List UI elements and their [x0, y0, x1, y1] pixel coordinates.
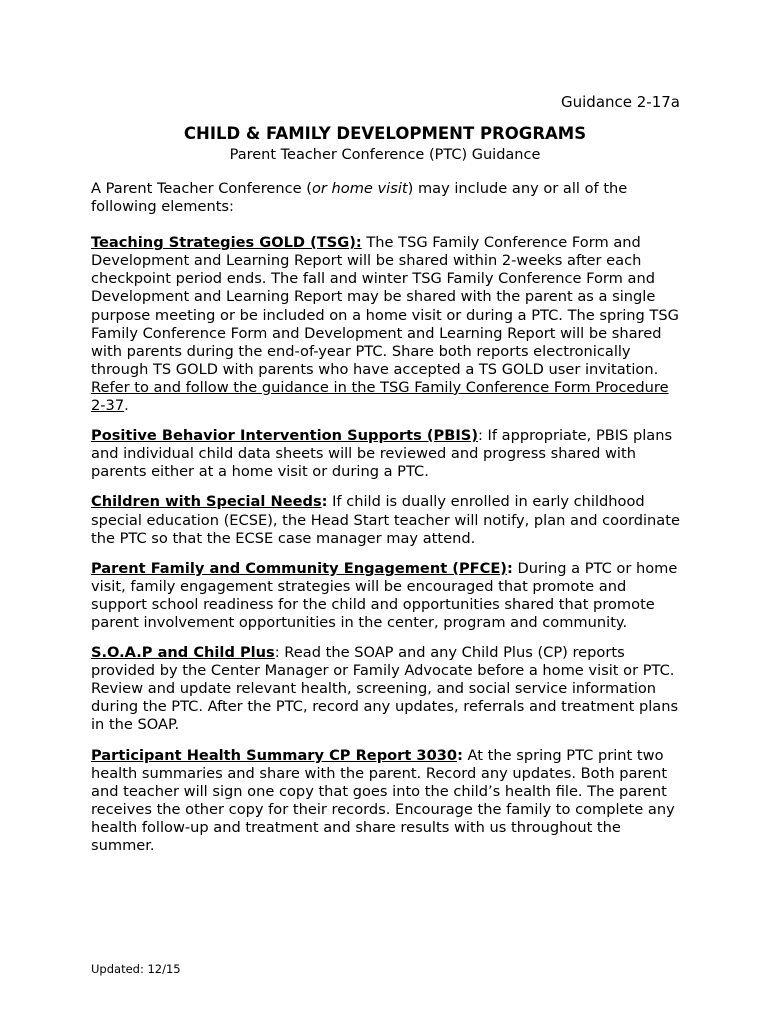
section-pfce-colon: : [506, 559, 513, 577]
section-special-needs-body: If child is dually enrolled in early childhood special education (ECSE), the Head Start teacher will notify, plan and coordinate the PTC so that the ECSE case manager may attend. [91, 493, 680, 547]
intro-text-before: A Parent Teacher Conference ( [91, 180, 312, 197]
section-tsg-body: The TSG Family Conference Form and Development and Learning Report will be shared within 2-weeks after each checkpoint period ends. The fall and winter TSG Family Conference Form and Development and Learning Report may be shared with the parent as a single purpose meeting or be included on a home visit or during a PTC. The spring TSG Family Conference Form and Development and Learning Report will be shared with parents during the end-of-year PTC. Share both reports electronically through TS GOLD with parents who have accepted a TS GOLD user invitation. [91, 234, 679, 378]
updated-date: Updated: 12/15 [91, 962, 181, 976]
intro-italic: or home visit [311, 180, 408, 197]
section-health-summary [91, 747, 681, 856]
intro-text-after: ) may include any or all of the following elements: [91, 180, 628, 216]
section-pfce-title: Parent Family and Community Engagement (PFCE) [91, 559, 507, 577]
section-pfce-body: During a PTC or home visit, family engagement strategies will be encouraged that promote and support school readiness for the child and opportunities shared that promote parent involvement opportunities in the center, program and community. [91, 559, 678, 631]
intro-paragraph [91, 180, 681, 216]
guidance-code: Guidance 2-17a [561, 93, 680, 111]
section-tsg-end: . [124, 397, 129, 415]
tsg-procedure-reference: Refer to and follow the guidance in the TSG Family Conference Form Procedure 2-37 [91, 378, 669, 415]
section-soap-title: S.O.A.P and Child Plus [91, 644, 275, 662]
section-health-summary-colon: : [457, 746, 463, 764]
document-subtitle: Parent Teacher Conference (PTC) Guidance [229, 147, 541, 163]
section-special-needs-title: Children with Special Needs [91, 493, 322, 511]
section-tsg [91, 234, 681, 415]
document-body [91, 180, 681, 867]
section-tsg-title: Teaching Strategies GOLD (TSG): [91, 234, 362, 252]
section-special-needs-colon: : [321, 493, 328, 511]
section-soap [91, 644, 681, 734]
section-pfce [91, 560, 681, 632]
section-health-summary-body: At the spring PTC print two health summaries and share with the parent. Record any updates. Both parent and teacher will sign one copy that goes into the child’s health file. The parent receives the other copy for their records. Encourage the family to complete any health follow-up and treatment and share results with us throughout the summer. [91, 746, 675, 854]
section-soap-body: : Read the SOAP and any Child Plus (CP) reports provided by the Center Manager or Family Advocate before a home visit or PTC. Review and update relevant health, screening, and social service information during the PTC. After the PTC, record any updates, referrals and treatment plans in the SOAP. [91, 644, 679, 734]
section-health-summary-title: Participant Health Summary CP Report 3030 [91, 746, 458, 764]
section-pbis [91, 427, 681, 481]
document-title: CHILD & FAMILY DEVELOPMENT PROGRAMS [183, 124, 587, 143]
section-special-needs [91, 493, 681, 547]
section-pbis-body: : If appropriate, PBIS plans and individual child data sheets will be reviewed and progress shared with parents either at a home visit or during a PTC. [91, 427, 673, 481]
section-pbis-title: Positive Behavior Intervention Supports (PBIS) [91, 427, 478, 445]
